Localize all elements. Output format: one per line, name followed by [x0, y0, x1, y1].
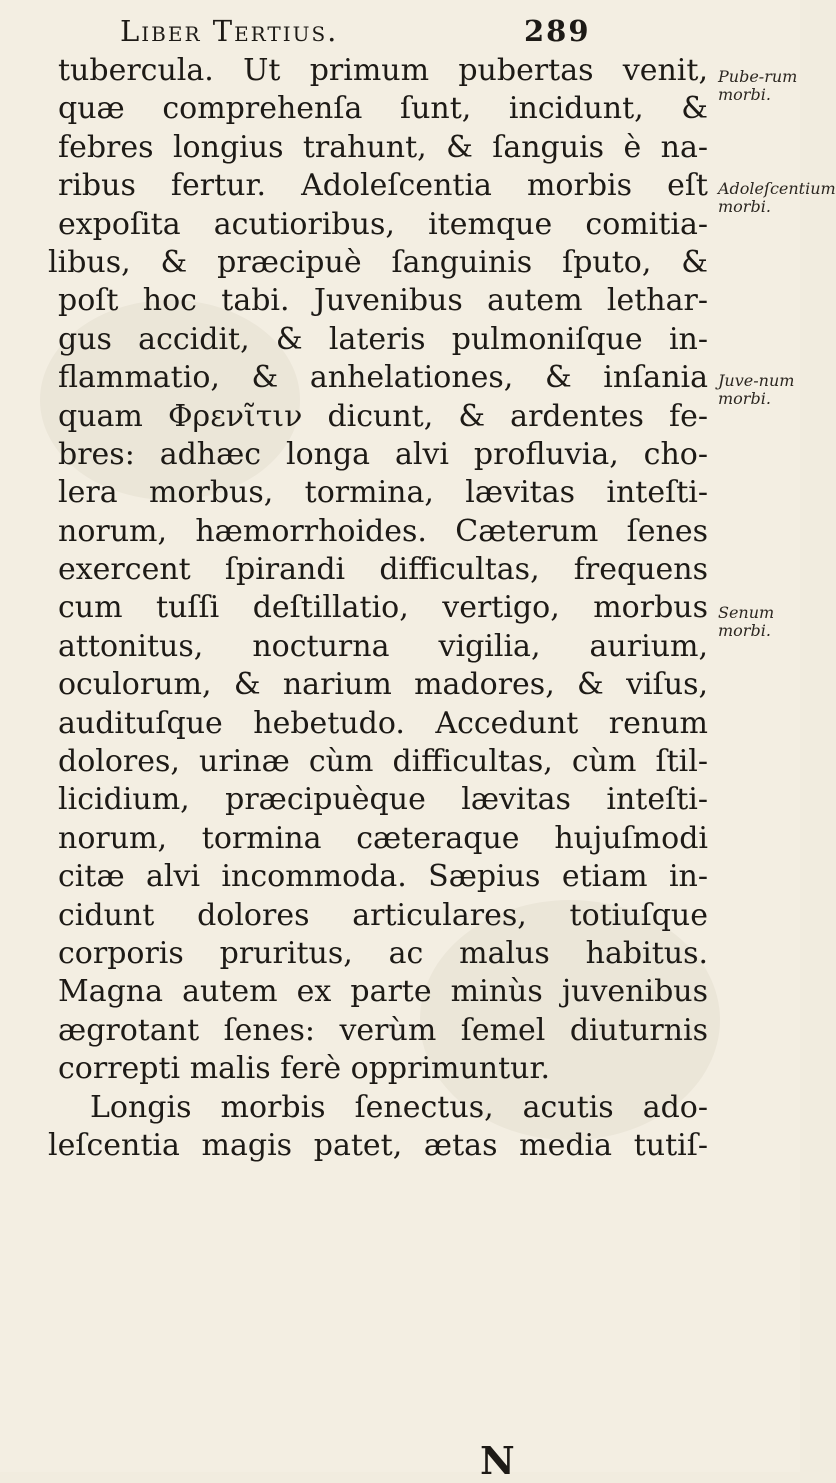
catchword: N: [480, 1438, 515, 1483]
running-head: [120, 8, 640, 52]
text-line: norum, tormina cæteraque hujuſmodi: [58, 820, 708, 856]
text-line: leſcentia magis patet, ætas media tutiſ-: [48, 1127, 708, 1163]
running-head-title: Liber Tertius.: [120, 14, 339, 48]
text-line: oculorum, & narium madores, & viſus,: [58, 667, 708, 703]
text-line: expoſita acutioribus, itemque comitia-: [58, 206, 708, 242]
text-line: citæ alvi incommoda. Sæpius etiam in-: [58, 859, 708, 895]
text-line: quam Φρενῖτιν dicunt, & ardentes fe-: [58, 398, 708, 434]
text-line: ribus fertur. Adoleſcentia morbis eſt: [58, 168, 708, 204]
page-number: 289: [524, 14, 591, 48]
text-line: attonitus, nocturna vigilia, aurium,: [58, 628, 708, 664]
text-line: exercent ſpirandi difficultas, frequens: [58, 552, 708, 588]
margin-notes: [718, 52, 836, 1352]
text-line: licidium, præcipuèque lævitas inteſti-: [58, 782, 708, 818]
text-line: lera morbus, tormina, lævitas inteſti-: [58, 475, 708, 511]
margin-note-adolescentium: Adoleſcentium morbi.: [718, 179, 836, 216]
text-line: bres: adhæc longa alvi profluvia, cho-: [58, 436, 708, 472]
text-line: Longis morbis ſenectus, acutis ado-: [90, 1089, 708, 1125]
margin-note-juvenum: Juve-num morbi.: [718, 371, 795, 408]
text-line: poſt hoc tabi. Juvenibus autem lethar-: [58, 283, 708, 319]
body-text: [48, 52, 708, 1165]
margin-note-puberum: Pube-rum morbi.: [718, 67, 798, 104]
text-line: flammatio, & anhelationes, & inſania: [58, 360, 708, 396]
text-line: correpti malis ferè opprimuntur.: [58, 1051, 551, 1087]
text-line: libus, & præcipuè ſanguinis ſputo, &: [48, 244, 708, 280]
text-line: gus accidit, & lateris pulmoniſque in-: [58, 321, 708, 357]
text-line: Magna autem ex parte minùs juvenibus: [58, 974, 708, 1010]
text-line: febres longius trahunt, & ſanguis è na-: [58, 129, 708, 165]
margin-note-senum: Senum morbi.: [718, 603, 775, 640]
text-line: cum tuſſi deſtillatio, vertigo, morbus: [58, 590, 708, 626]
text-line: ægrotant ſenes: verùm ſemel diuturnis: [58, 1012, 708, 1048]
text-line: dolores, urinæ cùm difficultas, cùm ſtil-: [58, 744, 708, 780]
text-line: cidunt dolores articulares, totiuſque: [58, 897, 708, 933]
text-line: norum, hæmorrhoides. Cæterum ſenes: [58, 513, 708, 549]
text-line: quæ comprehenſa ſunt, incidunt, &: [58, 91, 708, 127]
text-line: tubercula. Ut primum pubertas venit,: [58, 53, 708, 88]
text-line: audituſque hebetudo. Accedunt renum: [58, 705, 708, 741]
text-line: corporis pruritus, ac malus habitus.: [58, 935, 708, 971]
